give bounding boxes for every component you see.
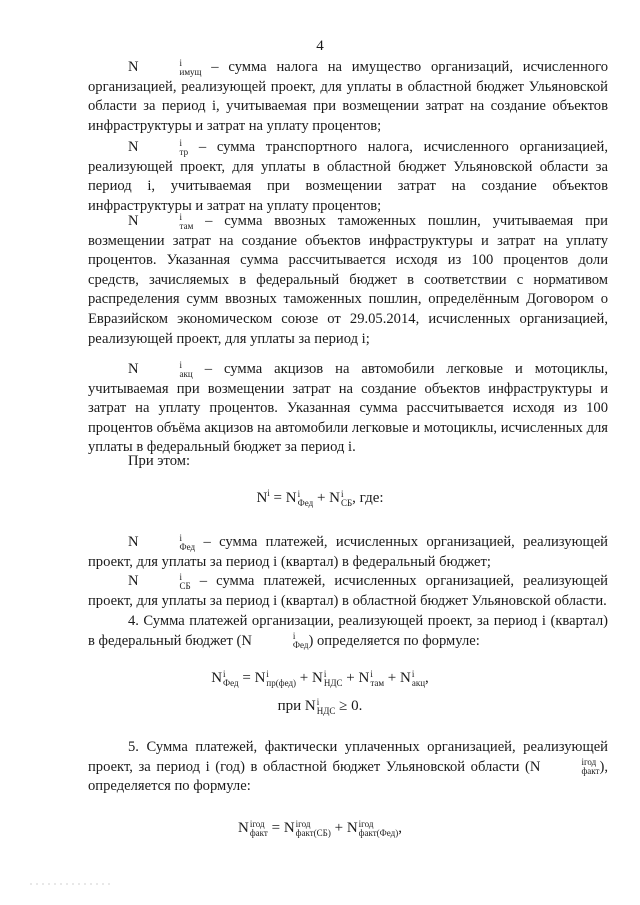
- definition-regional: [88, 572, 608, 611]
- symbol: N i имущ: [128, 57, 202, 77]
- formula-federal: N i Фед = N i пр(фед) + N i НДС + N i там + N i акц ,: [211, 668, 429, 688]
- definition-excise: [88, 360, 608, 458]
- symbol: N i тр: [128, 137, 189, 157]
- scan-mark: [30, 882, 110, 886]
- definition-transport-tax: [88, 138, 608, 216]
- symbol: N i СБ: [128, 571, 191, 591]
- definition-text: – сумма платежей, исчисленных организацией, реализующей проект, для уплаты за период i (квартал) в областной бюджет Ульяновской области.: [88, 573, 608, 609]
- formula-total: $N^i = N$ i Фед + N i СБ , где:: [256, 488, 384, 508]
- definition-text: – сумма платежей, исчисленных организацией, реализующей проект, для уплаты за период i (квартал) в федеральный бюджет;: [88, 534, 608, 570]
- definition-text: – сумма ввозных таможенных пошлин, учитываемая при возмещении затрат на создание объектов инфраструктуры и затрат на уплату процентов. Указанная сумма рассчитывается исходя из 100 процентов доли средств, зачисляемых в федеральный бюджет в соответствии с нормативом распределения сумм ввозных таможенных пошлин, определённым Договором о Евразийском экономическом союзе от 29.05.2014, исчисленных организацией, реализующей проект, для уплаты за период i;: [88, 213, 608, 347]
- symbol: N i там: [128, 211, 194, 231]
- paragraph-5: 5. Сумма платежей, фактически уплаченных организацией, реализующей проект, за период i (год) в областной бюджет Ульяновской области (N iгод факт ), определяется по формуле:: [88, 739, 608, 795]
- definition-text: – сумма транспортного налога, исчисленного организацией, реализующей проект, для уплаты в областной бюджет Ульяновской области за период i, учитываемая при возмещении затрат на создание объектов инфраструктуры и затрат на уплату процентов;: [88, 139, 608, 214]
- definition-customs-duties: [88, 212, 608, 349]
- pri-etom-text: При этом:: [128, 453, 191, 469]
- paragraph-4: 4. Сумма платежей организации, реализующей проект, за период i (квартал) в федеральный бюджет (N i Фед ) определяется по формуле:: [88, 613, 608, 651]
- page-number: 4: [316, 38, 324, 54]
- definition-federal: [88, 533, 608, 572]
- definition-text: – сумма налога на имущество организаций, исчисленного организацией, реализующей проект, для уплаты в областной бюджет Ульяновской области за период i, учитываемая при возмещении затрат на создание объектов инфраструктуры и затрат на уплату процентов;: [88, 59, 608, 134]
- formula-federal-condition: при N i НДС ≥ 0.: [277, 696, 363, 716]
- symbol: N i акц: [128, 359, 193, 379]
- symbol: N i Фед: [128, 532, 196, 552]
- formula-actual: N iгод факт = N iгод факт(СБ) + N iгод факт(Фед) ,: [238, 818, 402, 838]
- definition-property-tax: [88, 58, 608, 136]
- definition-text: – сумма акцизов на автомобили легковые и мотоциклы, учитываемая при возмещении затрат на создание объектов инфраструктуры и затрат на уплату процентов. Указанная сумма рассчитывается исходя из 100 процентов объёма акцизов на автомобили легковые и мотоциклы, исчисленных для уплаты в федеральный бюджет за период i.: [88, 361, 608, 456]
